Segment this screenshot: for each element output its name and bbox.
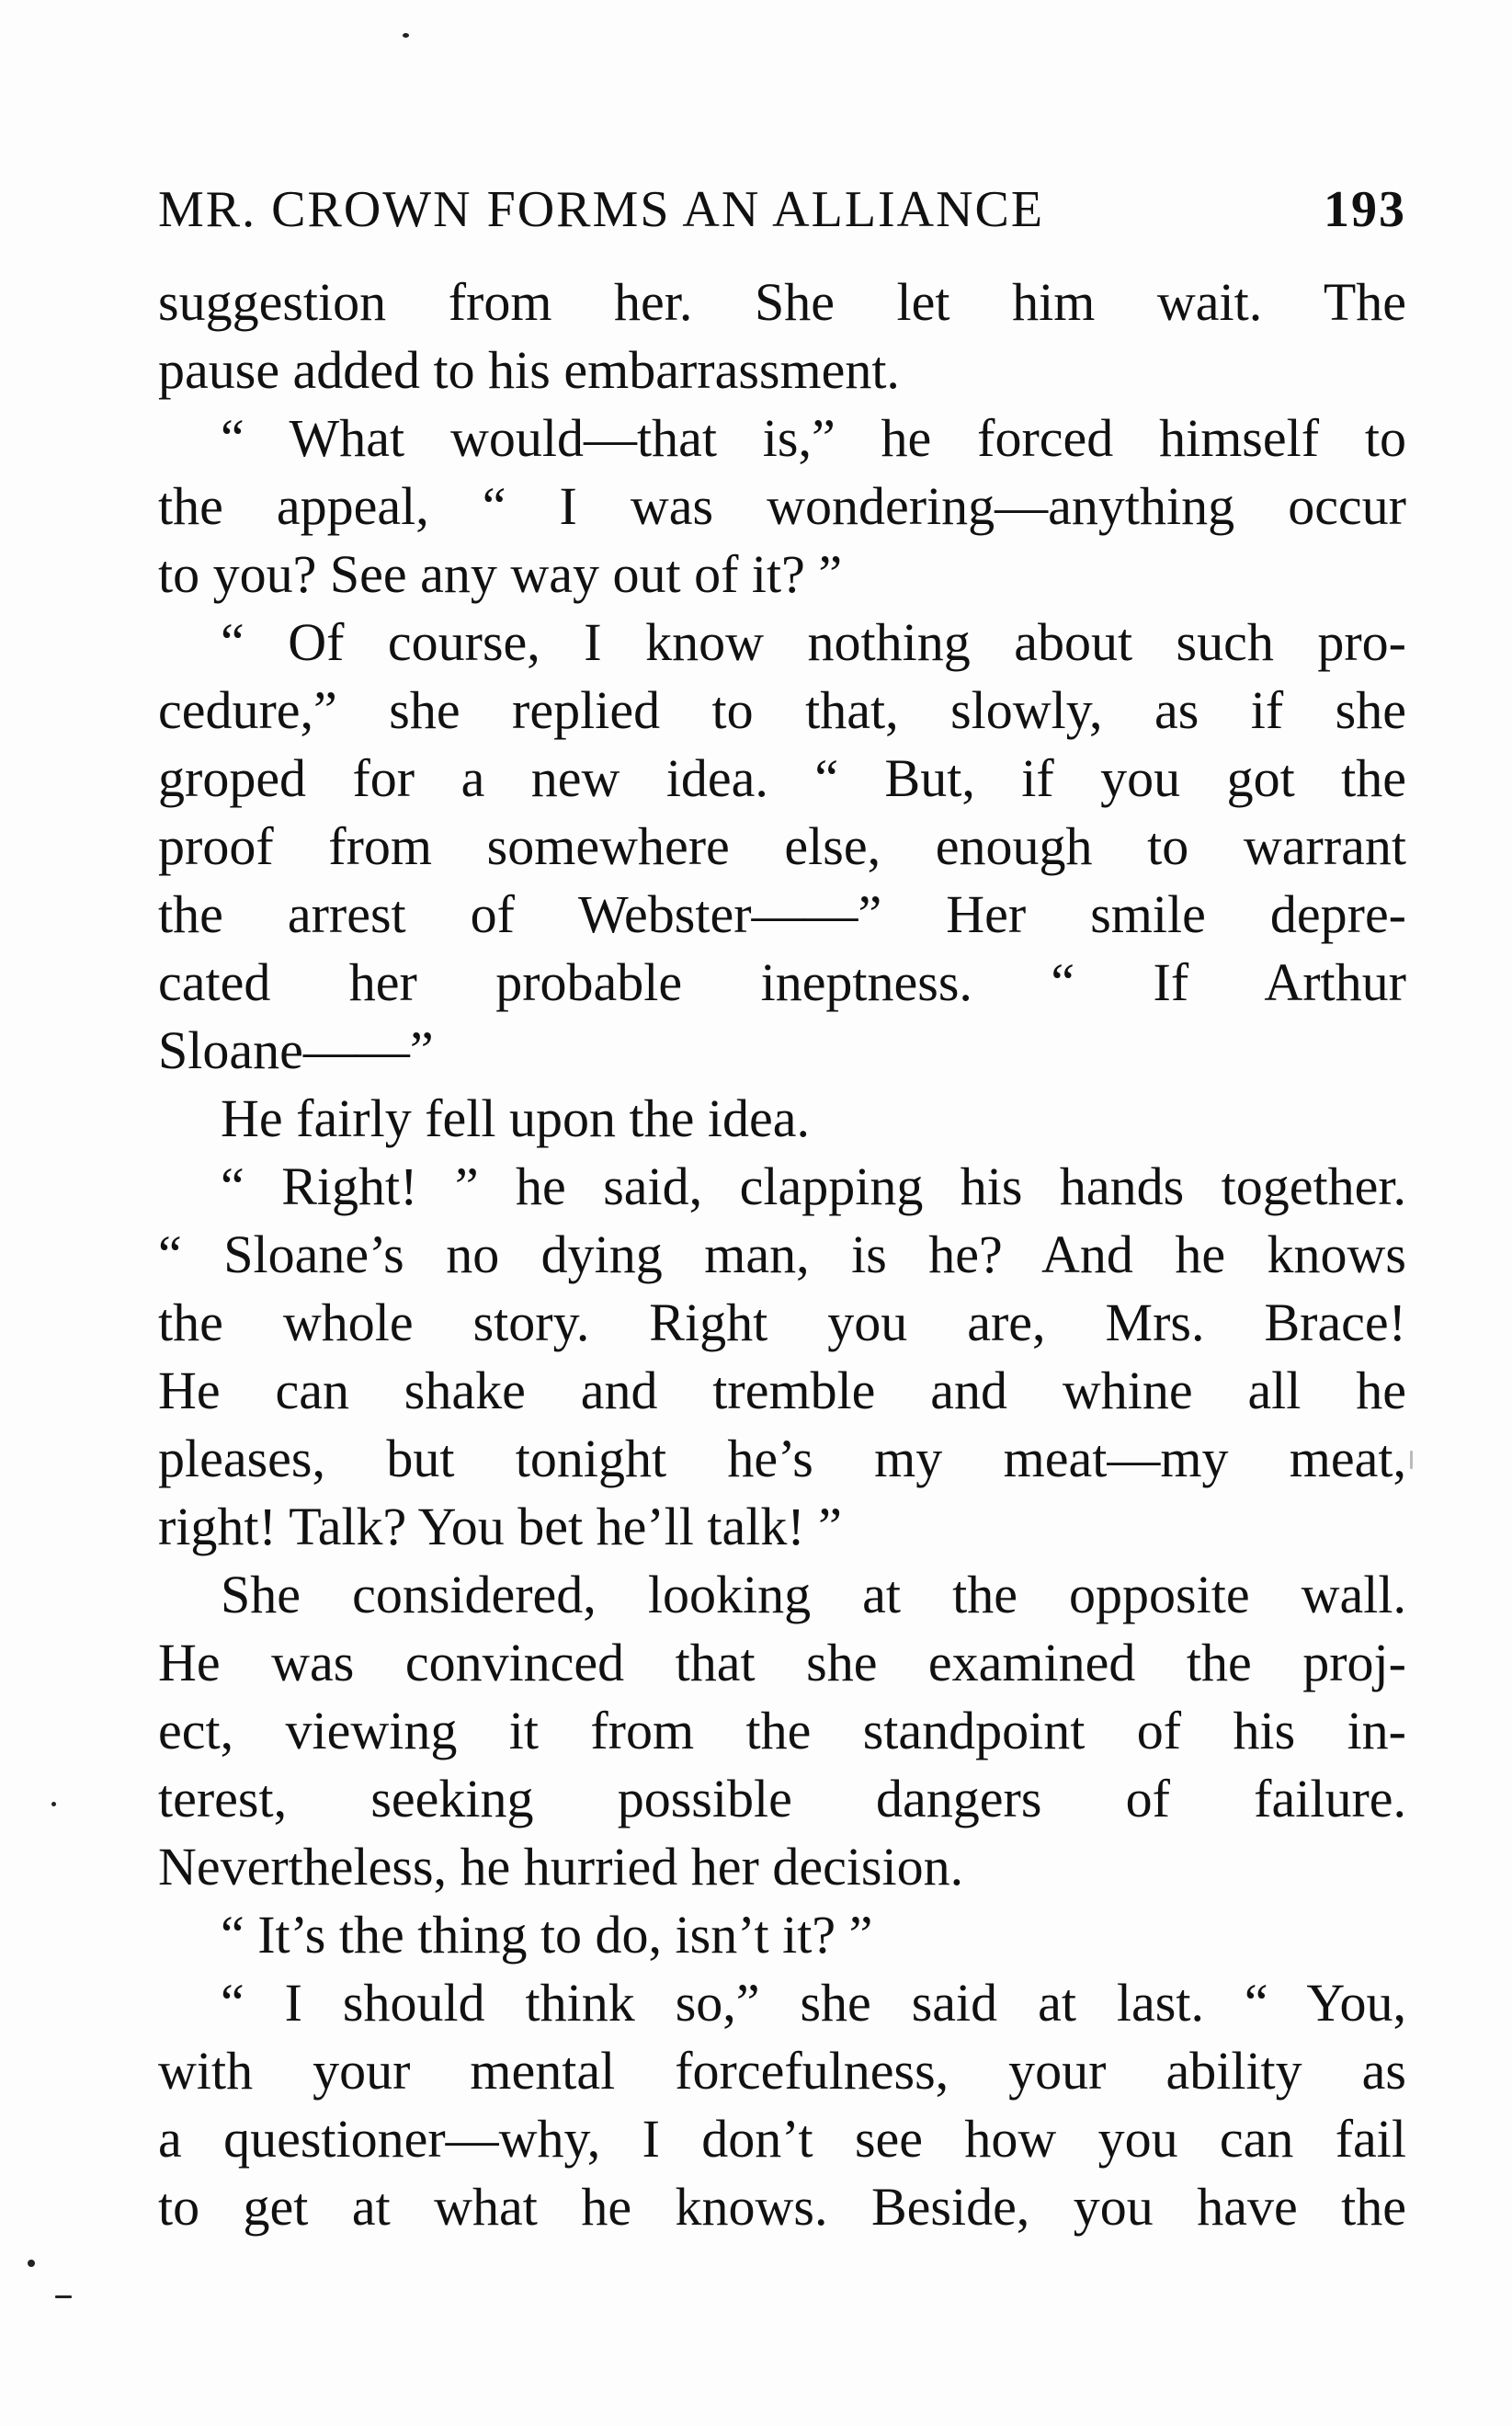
print-speck — [55, 2295, 72, 2298]
text-line: groped for a new idea. “ But, if you got the — [158, 748, 1406, 808]
text-line: pause added to his embarrassment. — [158, 340, 900, 400]
text-line: the whole story. Right you are, Mrs. Brace! — [158, 1293, 1406, 1352]
text-line: with your mental forcefulness, your ability as — [158, 2041, 1406, 2101]
text-line: She considered, looking at the opposite wall. — [221, 1565, 1406, 1624]
text-line: proof from somewhere else, enough to warrant — [158, 816, 1406, 876]
text-line: to get at what he knows. Beside, you have the — [158, 2177, 1406, 2237]
text-line: suggestion from her. She let him wait. The — [158, 272, 1406, 332]
text-line: pleases, but tonight he’s my meat—my meat, — [158, 1429, 1406, 1488]
text-line: “ Right! ” he said, clapping his hands together. — [221, 1156, 1406, 1216]
text-line: “ Sloane’s no dying man, is he? And he knows — [158, 1224, 1406, 1284]
text-line: the arrest of Webster——” Her smile depre- — [158, 884, 1406, 944]
text-line: “ What would—that is,” he forced himself to — [221, 408, 1406, 468]
page-header — [158, 177, 1406, 243]
text-line: terest, seeking possible dangers of failure. — [158, 1769, 1406, 1828]
text-line: a questioner—why, I don’t see how you can fail — [158, 2109, 1406, 2169]
text-line: Nevertheless, he hurried her decision. — [158, 1837, 964, 1896]
text-line: cedure,” she replied to that, slowly, as if she — [158, 680, 1406, 740]
text-line: “ Of course, I know nothing about such pro- — [221, 612, 1406, 672]
print-speck — [403, 33, 409, 38]
text-line: right! Talk? You bet he’ll talk! ” — [158, 1497, 842, 1556]
text-line: He fairly fell upon the idea. — [221, 1088, 810, 1148]
text-line: “ It’s the thing to do, isn’t it? ” — [221, 1905, 873, 1965]
print-speck — [51, 1802, 56, 1806]
running-title: MR. CROWN FORMS AN ALLIANCE — [158, 181, 1045, 238]
text-line: “ I should think so,” she said at last. “ You, — [221, 1973, 1406, 2033]
text-line: the appeal, “ I was wondering—anything occur — [158, 476, 1406, 536]
text-line: cated her probable ineptness. “ If Arthur — [158, 952, 1406, 1012]
text-line: He can shake and tremble and whine all he — [158, 1361, 1406, 1420]
text-line: to you? See any way out of it? ” — [158, 544, 843, 604]
body-text — [158, 268, 1406, 2241]
print-speck — [1410, 1451, 1413, 1469]
text-line: ect, viewing it from the standpoint of his in- — [158, 1701, 1406, 1760]
page-number: 193 — [1324, 181, 1406, 238]
text-line: Sloane——” — [158, 1020, 434, 1080]
text-line: He was convinced that she examined the proj- — [158, 1633, 1406, 1692]
print-speck — [28, 2260, 35, 2267]
